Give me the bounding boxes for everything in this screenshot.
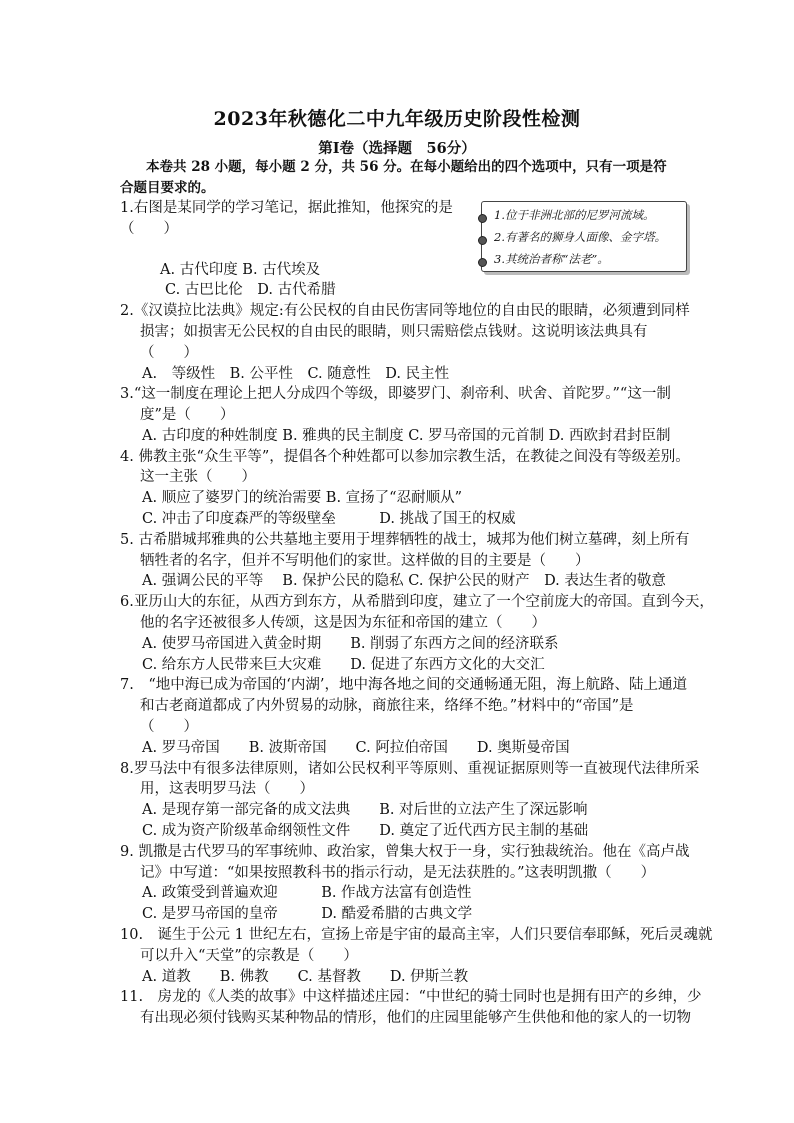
q5-options: A. 强调公民的平等 B. 保护公民的隐私 C. 保护公民的财产 D. 表达生者的敬意 xyxy=(142,573,666,589)
study-note-box xyxy=(481,201,687,272)
q3-options: A. 古印度的种姓制度 B. 雅典的民主制度 C. 罗马帝国的元首制 D. 西欧封君封臣制 xyxy=(142,428,671,444)
q1-stem: 1.右图是某同学的学习笔记，据此推知，他探究的是 xyxy=(120,200,453,216)
q2-options: A. 等级性 B. 公平性 C. 随意性 D. 民主性 xyxy=(142,366,450,382)
q2-answer-bracket: （ ） xyxy=(140,345,198,361)
q10-options: A. 道教 B. 佛教 C. 基督教 D. 伊斯兰教 xyxy=(142,969,469,985)
q5-stem-line-2: 牺牲者的名字，但并不写明他们的家世。这样做的目的主要是（ ） xyxy=(140,553,590,569)
q6-options-ab: A. 使罗马帝国进入黄金时期 B. 削弱了东西方之间的经济联系 xyxy=(142,636,559,652)
note-line-3: 3.其统治者称“法老”。 xyxy=(494,252,609,266)
q3-stem-line-2: 度”是（ ） xyxy=(140,407,235,423)
q8-stem-line-1: 8.罗马法中有很多法律原则，诸如公民权利平等原则、重视证据原则等一直被现代法律所采 xyxy=(120,761,700,777)
q2-stem-line-1: 2.《汉谟拉比法典》规定:有公民权的自由民伤害同等地位的自由民的眼睛，必须遭到同样 xyxy=(120,303,690,319)
q8-options-ab: A. 是现存第一部完备的成文法典 B. 对后世的立法产生了深远影响 xyxy=(142,802,588,818)
note-bullet-icon xyxy=(478,214,487,223)
q8-stem-line-2: 用，这表明罗马法（ ） xyxy=(140,781,314,797)
q2-stem-line-2: 损害；如损害无公民权的自由民的眼睛，则只需赔偿点钱财。这说明该法典具有 xyxy=(140,324,648,340)
q3-stem-line-1: 3.“这一制度在理论上把人分成四个等级，即婆罗门、刹帝利、吠舍、首陀罗。”“这一制 xyxy=(120,386,671,402)
q9-stem-line-2: 记》中写道：“如果按照教科书的指示行动，是无法获胜的。”这表明凯撒（ ） xyxy=(140,865,656,881)
note-line-2: 2.有著名的狮身人面像、金字塔。 xyxy=(494,230,666,244)
q4-options-ab: A. 顺应了婆罗门的统治需要 B. 宣扬了“忍耐顺从” xyxy=(142,490,462,506)
q4-stem-line-2: 这一主张（ ） xyxy=(140,469,256,485)
q1-options-ab: A. 古代印度 B. 古代埃及 xyxy=(160,262,321,278)
q9-stem-line-1: 9. 凯撒是古代罗马的军事统帅、政治家，曾集大权于一身，实行独裁统治。他在《高卢战 xyxy=(120,844,690,860)
exam-title: 2023年秋德化二中九年级历史阶段性检测 xyxy=(213,108,581,130)
q6-stem-line-1: 6.亚历山大的东征，从西方到东方，从希腊到印度，建立了一个空前庞大的帝国。直到今天， xyxy=(120,594,714,610)
instructions-line-2: 合题目要求的。 xyxy=(120,180,215,196)
instructions xyxy=(120,157,680,199)
q9-options-cd: C. 是罗马帝国的皇帝 D. 酷爱希腊的古典文学 xyxy=(142,906,473,922)
q10-stem-line-2: 可以升入“天堂”的宗教是（ ） xyxy=(140,948,358,964)
q6-stem-line-2: 他的名字还被很多人传颂，这是因为东征和帝国的建立（ ） xyxy=(140,615,546,631)
instructions-line-1: 本卷共 28 小题，每小题 2 分，共 56 分。在每小题给出的四个选项中，只有一项是符 xyxy=(146,159,667,175)
section-heading: 第Ⅰ卷（选择题 56分） xyxy=(318,140,476,157)
q11-stem-line-1: 11. 房龙的《人类的故事》中这样描述庄园：“中世纪的骑士同时也是拥有田产的乡绅，少 xyxy=(120,989,702,1005)
q7-stem-line-2: 和古老商道都成了内外贸易的动脉，商旅往来，络绎不绝。”材料中的“帝国”是 xyxy=(140,698,634,714)
q7-options: A. 罗马帝国 B. 波斯帝国 C. 阿拉伯帝国 D. 奥斯曼帝国 xyxy=(142,740,570,756)
q4-stem-line-1: 4. 佛教主张“众生平等”，提倡各个种姓都可以参加宗教生活，在教徒之间没有等级差别。 xyxy=(120,449,690,465)
q4-options-cd: C. 冲击了印度森严的等级壁垒 D. 挑战了国王的权威 xyxy=(142,511,516,527)
q7-answer-bracket: （ ） xyxy=(140,719,198,735)
note-line-1: 1.位于非洲北部的尼罗河流域。 xyxy=(494,208,655,222)
q6-options-cd: C. 给东方人民带来巨大灾难 D. 促进了东西方文化的大交汇 xyxy=(142,657,545,673)
q11-stem-line-2: 有出现必须付钱购买某种物品的情形，他们的庄园里能够产生供他和他的家人的一切物 xyxy=(140,1010,691,1026)
note-bullet-icon xyxy=(478,258,487,267)
q10-stem-line-1: 10. 诞生于公元 1 世纪左右，宣扬上帝是宇宙的最高主宰，人们只要信奉耶稣，死后灵魂就 xyxy=(120,927,713,943)
q5-stem-line-1: 5. 古希腊城邦雅典的公共墓地主要用于埋葬牺牲的战士，城邦为他们树立墓碑，刻上所有 xyxy=(120,532,690,548)
q1-answer-bracket: （ ） xyxy=(120,221,178,237)
q8-options-cd: C. 成为资产阶级革命纲领性文件 D. 奠定了近代西方民主制的基础 xyxy=(142,823,589,839)
q9-options-ab: A. 政策受到普遍欢迎 B. 作战方法富有创造性 xyxy=(142,885,472,901)
q1-options-cd: C. 古巴比伦 D. 古代希腊 xyxy=(165,282,336,298)
q7-stem-line-1: 7. “地中海已成为帝国的‘内湖’，地中海各地之间的交通畅通无阻，海上航路、陆上通道 xyxy=(120,677,687,693)
note-bullet-icon xyxy=(478,236,487,245)
